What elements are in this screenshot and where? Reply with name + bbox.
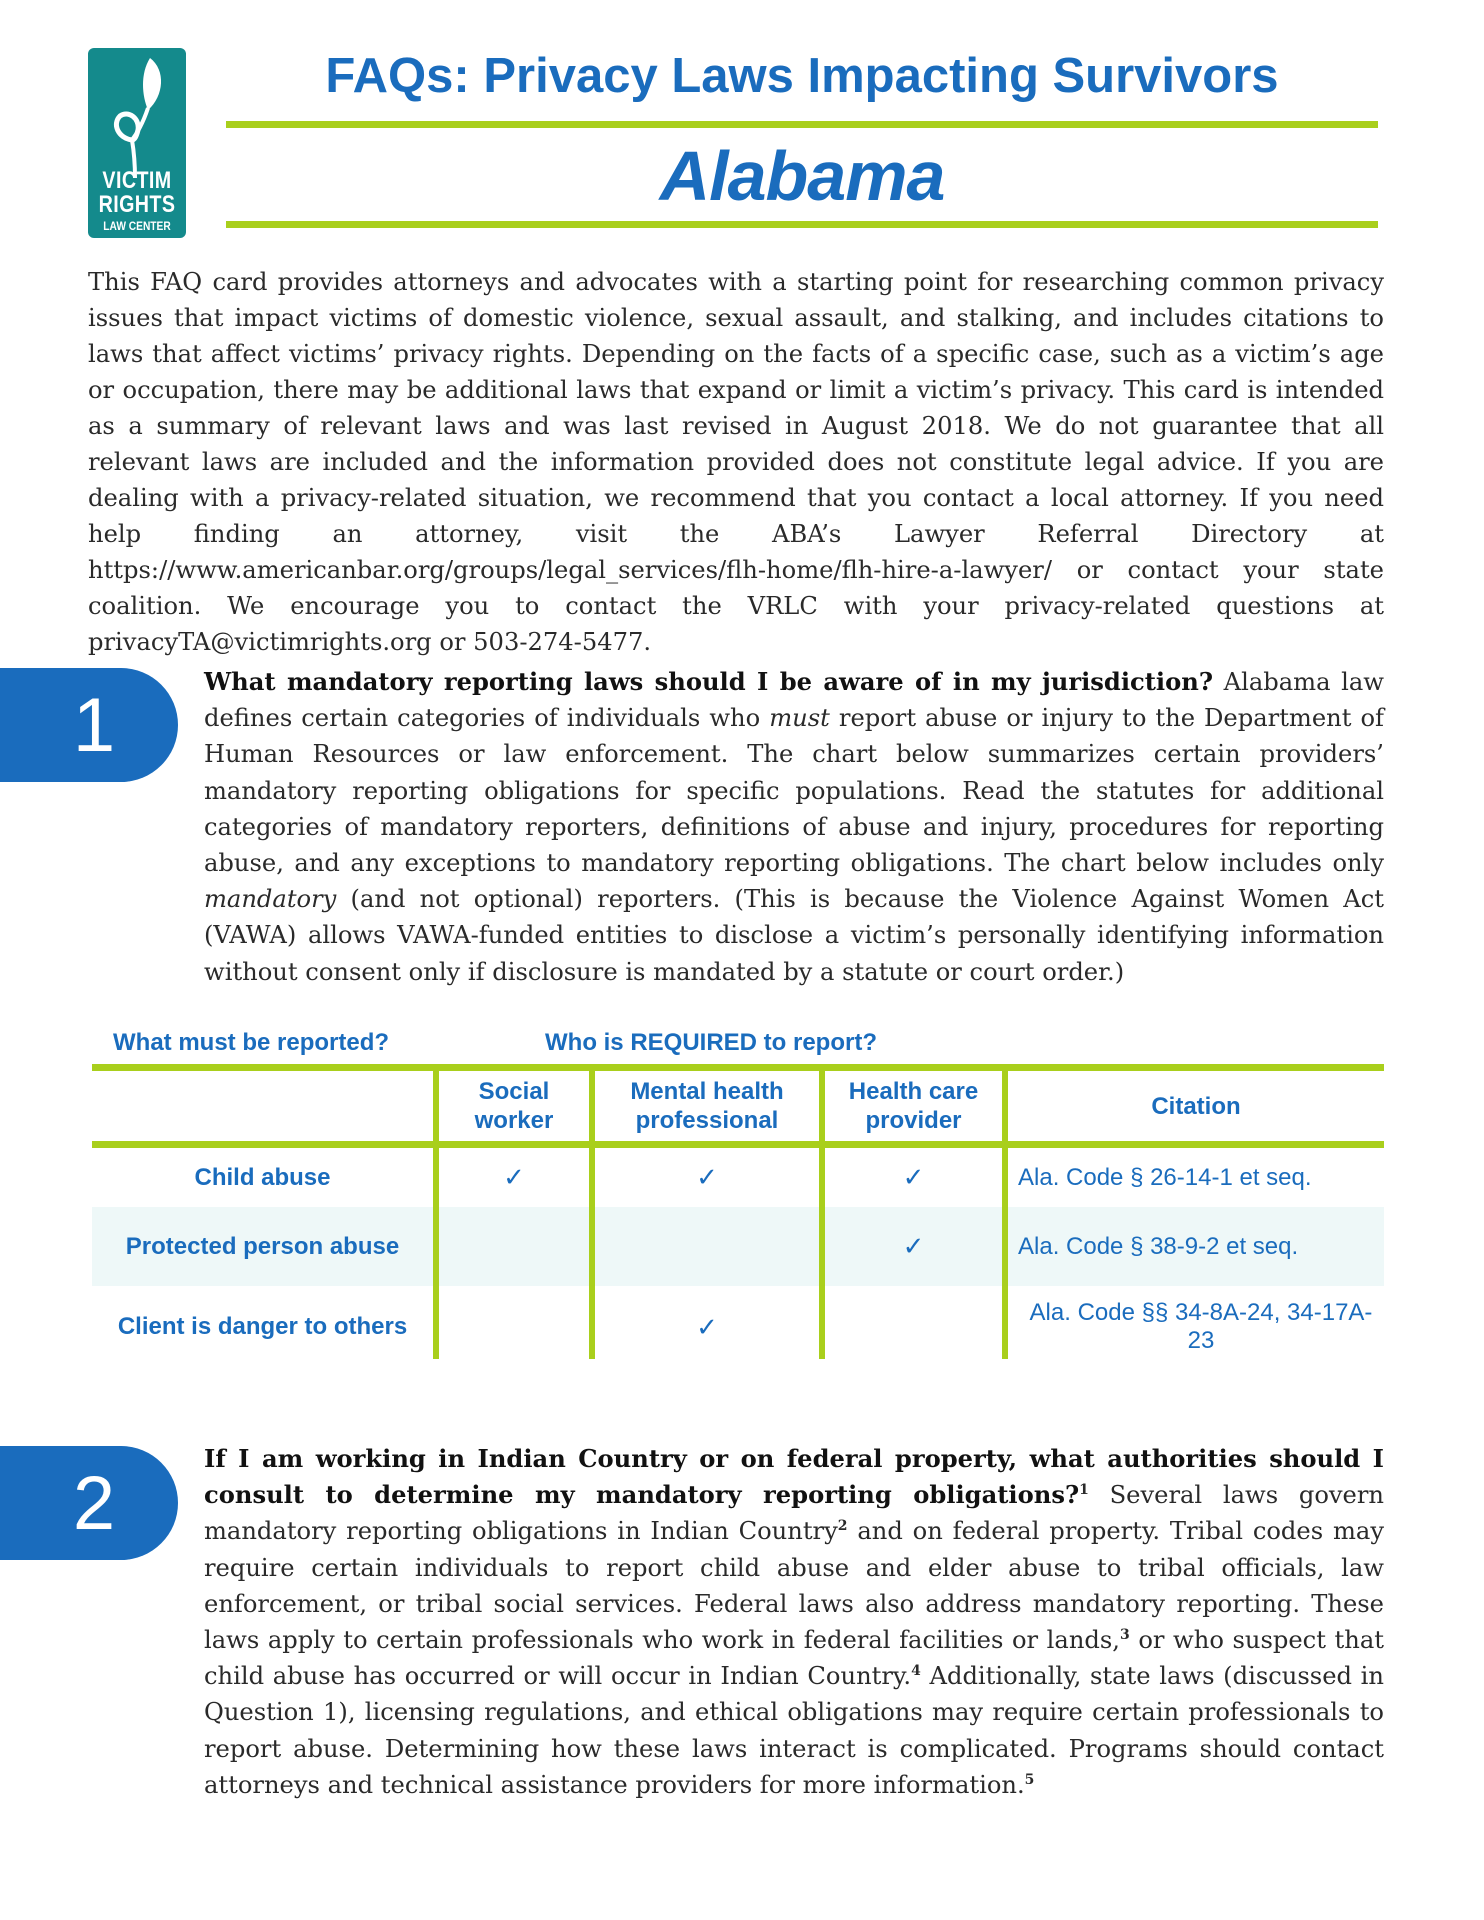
logo-line-law-center: LAW CENTER <box>103 219 171 233</box>
intro-paragraph: This FAQ card provides attorneys and advocates with a starting point for researching common privacy issues that impact victims of domestic violence, sexual assault, and stalking, and includes citations to laws that affect victims’ privacy rights. Depending on the facts of a specific case, such as a victim’s age or occupation, there may be additional laws that expand or limit a victim’s privacy. This card is intended as a summary of relevant laws and was last revised in August 2018. We do not guarantee that all relevant laws are included and the information provided does not constitute legal advice. If you are dealing with a privacy-related situation, we recommend that you contact a local attorney. If you need help finding an attorney, visit the ABA’s Lawyer Referral Directory at https://www.americanbar.org/groups/legal_services/flh-home/flh-hire-a-lawyer/ or contact your state coalition. We encourage you to contact the VRLC with your privacy-related questions at privacyTA@victimrights.org or 503-274-5477. <box>88 268 1384 656</box>
mandatory-reporting-table <box>92 1064 1384 1359</box>
question-1-heading: What mandatory reporting laws should I be aware of in my jurisdiction? <box>204 667 1213 696</box>
header-divider-top <box>226 121 1378 128</box>
column-header-mental-health: Mental health professional <box>630 1078 784 1134</box>
row-category: Protected person abuse <box>125 1232 400 1260</box>
footnote-ref: 1 <box>1079 1482 1089 1499</box>
emphasis-text: must <box>769 704 830 733</box>
emphasis-text: mandatory <box>204 885 337 914</box>
sprout-icon <box>88 48 186 178</box>
table-heading-what: What must be reported? <box>113 1029 390 1056</box>
row-citation: Ala. Code § 38-9-2 et seq. <box>1018 1232 1299 1260</box>
check-icon <box>825 1286 1002 1368</box>
question-1-text <box>204 664 1384 990</box>
answer-text: or who suspect that child abuse has occurred or will occur in Indian Country. <box>204 1626 1384 1691</box>
column-header-health-care: Health care provider <box>848 1078 979 1134</box>
table-rule-top <box>92 1064 1384 1071</box>
row-category: Client is danger to others <box>117 1313 408 1340</box>
answer-text: (and not optional) reporters. (This is because the Violence Against Women Act (VAWA) allows VAWA-funded entities to disclose a victim’s personally identifying information without consent only if disclosure is mandated by a statute or court order.) <box>204 885 1384 986</box>
answer-text: Alabama law defines certain categories of individuals who <box>204 668 1384 733</box>
answer-text: and on federal property. Tribal codes may require certain individuals to report child abuse and elder abuse to tribal officials, law enforcement, or tribal social services. Federal laws also address mandatory reporting. These laws apply to certain professionals who work in federal facilities or lands, <box>204 1517 1384 1655</box>
footnote-ref: 4 <box>911 1663 921 1680</box>
row-citation: Ala. Code § 26-14-1 et seq. <box>1018 1163 1312 1191</box>
answer-text: Additionally, state laws (discussed in Question 1), licensing regulations, and ethical obligations may require certain professionals to report abuse. Determining how these laws interact is complicated. Programs should contact attorneys and technical assistance providers for more information. <box>204 1662 1384 1799</box>
footnote-ref: 5 <box>1024 1771 1035 1788</box>
check-icon <box>439 1286 589 1368</box>
row-citation: Ala. Code §§ 34-8A-24, 34-17A-23 <box>1029 1299 1373 1354</box>
table-heading-who: Who is REQUIRED to report? <box>545 1029 877 1056</box>
row-category: Child abuse <box>194 1163 331 1191</box>
victim-rights-law-center-logo <box>88 48 186 238</box>
column-header-citation: Citation <box>1151 1092 1241 1120</box>
table-rule-header <box>92 1141 1384 1148</box>
question-2-text <box>204 1441 1384 1803</box>
question-number-badge: 2 <box>0 1446 178 1560</box>
check-icon: ✓ <box>503 1162 525 1192</box>
logo-line-rights: RIGHTS <box>98 191 176 218</box>
header-divider-bottom <box>226 221 1378 228</box>
column-header-social-worker: Social worker <box>474 1078 554 1134</box>
check-icon: ✓ <box>902 1231 925 1261</box>
check-icon: ✓ <box>696 1311 718 1342</box>
page-title: FAQs: Privacy Laws Impacting Survivors <box>325 49 1279 103</box>
check-icon <box>439 1207 589 1286</box>
question-number-badge: 1 <box>0 668 178 782</box>
check-icon: ✓ <box>902 1162 925 1192</box>
answer-text: Several laws govern mandatory reporting obligations in Indian Country <box>204 1481 1384 1546</box>
answer-text: report abuse or injury to the Department of Human Resources or law enforcement. The chart below summarizes certain providers’ mandatory reporting obligations for specific populations. Read the statutes for additional categories of mandatory reporters, definitions of abuse and injury, procedures for reporting abuse, and any exceptions to mandatory reporting obligations. The chart below includes only <box>204 704 1384 878</box>
logo-line-victim: VICTIM <box>102 167 172 194</box>
question-2-heading: If I am working in Indian Country or on federal property, what authorities should I consult to determine my mandatory reporting obligations? <box>204 1444 1384 1510</box>
state-name: Alabama <box>659 137 945 215</box>
check-icon <box>595 1207 819 1286</box>
check-icon: ✓ <box>696 1162 718 1192</box>
footnote-ref: 2 <box>837 1518 848 1535</box>
footnote-ref: 3 <box>1120 1626 1130 1643</box>
